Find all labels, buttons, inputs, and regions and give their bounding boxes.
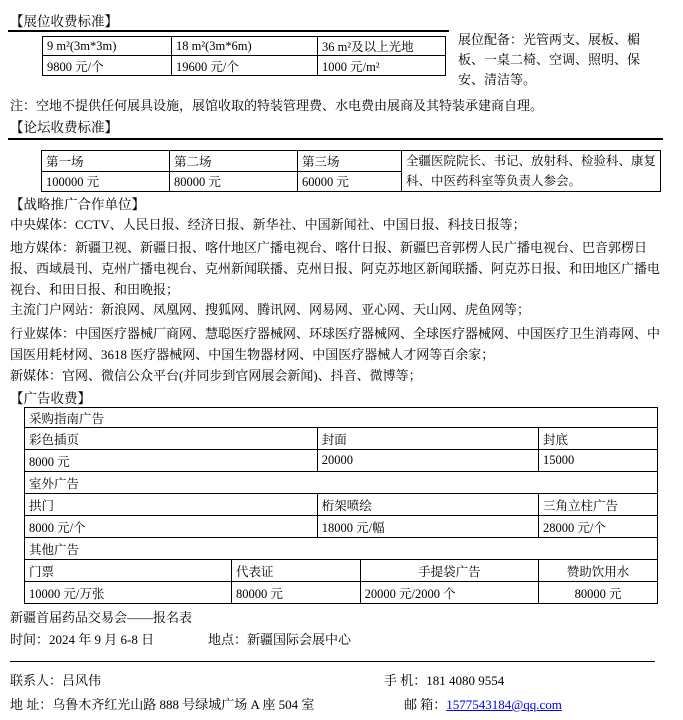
booth-header-cell: 18 m²(3m*6m): [172, 37, 318, 56]
ads-other-header-cell: 代表证: [232, 560, 361, 582]
contact-email: [404, 694, 562, 713]
booth-equipment: 展位配备：光管两支、展板、楣板、一桌二椅、空调、照明、保安、清洁等。: [458, 32, 641, 87]
ads-other-header-cell: 门票: [25, 560, 232, 582]
ads-outdoor-price-cell: 18000 元/幅: [317, 516, 538, 538]
forum-price-cell: 60000 元: [298, 171, 402, 192]
divider: [8, 138, 663, 140]
event-venue: 地点：新疆国际会展中心: [208, 632, 352, 647]
booth-note: 注：空地不提供任何展具设施，展馆收取的特装管理费、水电费由展商及其特装承建商自理。: [10, 98, 544, 113]
booth-header-cell: 9 m²(3m*3m): [43, 37, 172, 56]
ads-guide-price-cell: 8000 元: [25, 450, 318, 472]
ads-heading: 【广告收费】: [10, 391, 91, 406]
booth-price-cell: 9800 元/个: [43, 56, 172, 76]
ads-other-price-cell: 20000 元/2000 个: [360, 582, 538, 604]
ads-outdoor-header-cell: 拱门: [25, 494, 318, 516]
forum-attendees: 全疆医院院长、书记、放射科、检验科、康复科、中医药科室等负责人参会。: [402, 151, 661, 192]
ads-other-title: 其他广告: [25, 538, 658, 560]
contact-mobile: 手 机：181 4080 9554: [384, 673, 505, 688]
forum-heading: 【论坛收费标准】: [10, 120, 118, 135]
ads-outdoor-title: 室外广告: [25, 472, 658, 494]
ads-outdoor-price-cell: 8000 元/个: [25, 516, 318, 538]
ads-other-price-cell: 80000 元: [232, 582, 361, 604]
forum-price-table: [41, 150, 661, 192]
ads-price-table: [24, 407, 658, 604]
ads-guide-title: 采购指南广告: [25, 408, 658, 428]
ads-guide-header-cell: 封面: [317, 428, 538, 450]
media-central: 中央媒体：CCTV、人民日报、经济日报、新华社、中国新闻社、中国日报、科技日报等；: [10, 217, 526, 232]
ads-other-price-cell: 10000 元/万张: [25, 582, 232, 604]
forum-session-cell: 第二场: [170, 151, 298, 172]
booth-heading: 【展位收费标准】: [10, 14, 118, 29]
ads-outdoor-header-cell: 桁架喷绘: [317, 494, 538, 516]
divider: [8, 30, 449, 32]
ads-other-price-cell: 80000 元: [539, 582, 658, 604]
email-label: 邮 箱：: [404, 697, 447, 712]
forum-session-cell: 第一场: [42, 151, 170, 172]
email-link[interactable]: 1577543184@qq.com: [446, 697, 562, 712]
contact-person: 联系人：吕风伟: [10, 673, 102, 688]
ads-other-header-cell: 手提袋广告: [360, 560, 538, 582]
ads-guide-header-cell: 封底: [539, 428, 658, 450]
media-portal: 主流门户网站：新浪网、凤凰网、搜狐网、腾讯网、网易网、亚心网、天山网、虎鱼网等；: [10, 302, 531, 317]
contact-address: 地 址：乌鲁木齐红光山路 888 号绿城广场 A 座 504 室: [10, 697, 315, 712]
forum-price-cell: 80000 元: [170, 171, 298, 192]
booth-price-table: [42, 36, 446, 76]
booth-price-cell: 1000 元/m²: [318, 56, 446, 76]
forum-session-cell: 第三场: [298, 151, 402, 172]
form-title: 新疆首届药品交易会——报名表: [10, 610, 193, 625]
booth-price-cell: 19600 元/个: [172, 56, 318, 76]
ads-guide-header-cell: 彩色插页: [25, 428, 318, 450]
media-new: 新媒体：官网、微信公众平台(并同步到官网展会新闻)、抖音、微博等；: [10, 368, 422, 383]
booth-header-cell: 36 m²及以上光地: [318, 37, 446, 56]
media-industry: 行业媒体：中国医疗器械厂商网、慧聪医疗器械网、环球医疗器械网、全球医疗器械网、中国医疗卫生消毒网、中国医用耗材网、3618 医疗器械网、中国生物器材网、中国医疗器械人才网等百余家；: [10, 326, 661, 362]
ads-guide-price-cell: 15000: [539, 450, 658, 472]
ads-guide-price-cell: 20000: [317, 450, 538, 472]
media-local: 地方媒体：新疆卫视、新疆日报、喀什地区广播电视台、喀什日报、新疆巴音郭楞人民广播电视台、巴音郭楞日报、西域晨刊、克州广播电视台、克州新闻联播、克州日报、阿克苏地区新闻联播、阿克苏日报、和田地区广播电视台、和田日报、和田晚报；: [10, 240, 661, 297]
event-time: 时间：2024 年 9 月 6-8 日: [10, 632, 155, 647]
forum-price-cell: 100000 元: [42, 171, 170, 192]
ads-outdoor-price-cell: 28000 元/个: [539, 516, 658, 538]
divider: [10, 661, 655, 662]
ads-other-header-cell: 赞助饮用水: [539, 560, 658, 582]
ads-outdoor-header-cell: 三角立柱广告: [539, 494, 658, 516]
media-heading: 【战略推广合作单位】: [10, 197, 145, 212]
